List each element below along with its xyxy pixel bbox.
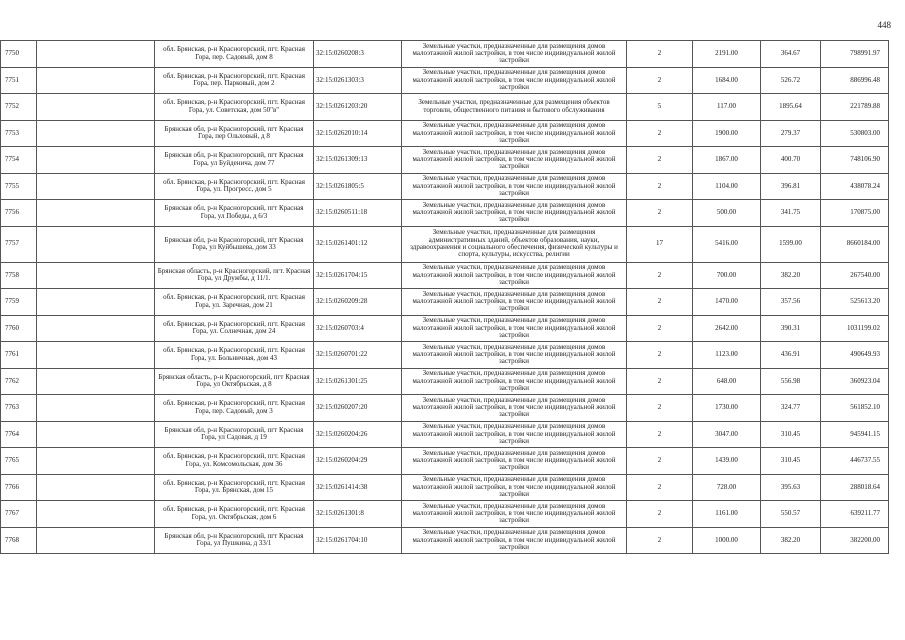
record-number-cell: 7766 bbox=[1, 474, 37, 501]
specific-value-cell: 436.91 bbox=[761, 342, 821, 369]
cadastral-category-cell: 2 bbox=[627, 395, 693, 422]
cadastral-number-cell: 32:15:0261303:3 bbox=[314, 67, 402, 94]
address-cell: Брянская обл, р-н Красногорский, пгт Красная Гора, ул Победы, д 6/3 bbox=[155, 200, 314, 227]
cadastral-value-cell: 382200.00 bbox=[821, 527, 889, 554]
address-cell: обл. Брянская, р-н Красногорский, пгт. Красная Гора, пер. Садовый, дом 8 bbox=[155, 41, 314, 68]
table-row bbox=[1, 173, 889, 200]
empty-gap-cell bbox=[37, 448, 155, 475]
specific-value-cell: 1599.00 bbox=[761, 226, 821, 262]
cadastral-number-cell: 32:15:0261414:38 bbox=[314, 474, 402, 501]
address-cell: Брянская область, р-н Красногорский, пгт. Красная Гора, ул Дружбы, д 11/1. bbox=[155, 262, 314, 289]
table-row bbox=[1, 226, 889, 262]
empty-gap-cell bbox=[37, 94, 155, 121]
empty-gap-cell bbox=[37, 368, 155, 395]
empty-gap-cell bbox=[37, 527, 155, 554]
address-cell: Брянская область, р-н Красногорский, пгт Красная Гора, ул Октябрьская, д 8 bbox=[155, 368, 314, 395]
area-cell: 2642.00 bbox=[693, 315, 761, 342]
table-row bbox=[1, 200, 889, 227]
cadastral-category-cell: 2 bbox=[627, 501, 693, 528]
empty-gap-cell bbox=[37, 200, 155, 227]
land-use-cell: Земельные участки, предназначенные для размещения домов малоэтажной жилой застройки, в том числе индивидуальной жилой застройки bbox=[402, 527, 627, 554]
land-use-cell: Земельные участки, предназначенные для размещения домов малоэтажной жилой застройки, в том числе индивидуальной жилой застройки bbox=[402, 448, 627, 475]
empty-gap-cell bbox=[37, 262, 155, 289]
specific-value-cell: 279.37 bbox=[761, 120, 821, 147]
record-number-cell: 7762 bbox=[1, 368, 37, 395]
area-cell: 2191.00 bbox=[693, 41, 761, 68]
address-cell: обл. Брянская, р-н Красногорский, пгт. Красная Гора, ул. Прогресс, дом 5 bbox=[155, 173, 314, 200]
land-use-cell: Земельные участки, предназначенные для размещения домов малоэтажной жилой застройки, в том числе индивидуальной жилой застройки bbox=[402, 200, 627, 227]
cadastral-value-cell: 798991.97 bbox=[821, 41, 889, 68]
land-use-cell: Земельные участки, предназначенные для размещения домов малоэтажной жилой застройки, в том числе индивидуальной жилой застройки bbox=[402, 368, 627, 395]
area-cell: 1470.00 bbox=[693, 289, 761, 316]
area-cell: 1123.00 bbox=[693, 342, 761, 369]
land-use-cell: Земельные участки, предназначенные для размещения домов малоэтажной жилой застройки, в том числе индивидуальной жилой застройки bbox=[402, 501, 627, 528]
cadastral-value-cell: 438078.24 bbox=[821, 173, 889, 200]
cadastral-value-cell: 170875.00 bbox=[821, 200, 889, 227]
cadastral-number-cell: 32:15:0260701:22 bbox=[314, 342, 402, 369]
cadastral-category-cell: 2 bbox=[627, 448, 693, 475]
cadastral-number-cell: 32:15:0260204:26 bbox=[314, 421, 402, 448]
area-cell: 1000.00 bbox=[693, 527, 761, 554]
specific-value-cell: 310.45 bbox=[761, 448, 821, 475]
empty-gap-cell bbox=[37, 41, 155, 68]
cadastral-value-cell: 945941.15 bbox=[821, 421, 889, 448]
cadastral-category-cell: 2 bbox=[627, 262, 693, 289]
table-row bbox=[1, 342, 889, 369]
area-cell: 500.00 bbox=[693, 200, 761, 227]
land-use-cell: Земельные участки, предназначенные для размещения домов малоэтажной жилой застройки, в том числе индивидуальной жилой застройки bbox=[402, 421, 627, 448]
cadastral-category-cell: 2 bbox=[627, 200, 693, 227]
address-cell: Брянская обл, р-н Красногорский, пгт Красная Гора, ул Садовая, д 19 bbox=[155, 421, 314, 448]
specific-value-cell: 382.20 bbox=[761, 262, 821, 289]
area-cell: 1161.00 bbox=[693, 501, 761, 528]
specific-value-cell: 310.45 bbox=[761, 421, 821, 448]
empty-gap-cell bbox=[37, 474, 155, 501]
cadastral-category-cell: 2 bbox=[627, 147, 693, 174]
record-number-cell: 7767 bbox=[1, 501, 37, 528]
specific-value-cell: 550.57 bbox=[761, 501, 821, 528]
record-number-cell: 7752 bbox=[1, 94, 37, 121]
table-row bbox=[1, 421, 889, 448]
land-use-cell: Земельные участки, предназначенные для размещения домов малоэтажной жилой застройки, в том числе индивидуальной жилой застройки bbox=[402, 41, 627, 68]
cadastral-category-cell: 2 bbox=[627, 315, 693, 342]
record-number-cell: 7750 bbox=[1, 41, 37, 68]
table-row bbox=[1, 67, 889, 94]
address-cell: обл. Брянская, р-н Красногорский, пгт. Красная Гора, ул. Брянская, дом 15 bbox=[155, 474, 314, 501]
land-use-cell: Земельные участки, предназначенные для размещения домов малоэтажной жилой застройки, в том числе индивидуальной жилой застройки bbox=[402, 395, 627, 422]
address-cell: обл. Брянская, р-н Красногорский, пгт. Красная Гора, ул. Советская, дом 50"в" bbox=[155, 94, 314, 121]
cadastral-number-cell: 32:15:0260204:29 bbox=[314, 448, 402, 475]
address-cell: Брянская обл, р-н Красногорский, пгт Красная Гора, ул Куйбышева, дом 33 bbox=[155, 226, 314, 262]
cadastral-value-cell: 748106.90 bbox=[821, 147, 889, 174]
address-cell: обл. Брянская, р-н Красногорский, пгт. Красная Гора, ул. Заречная, дом 21 bbox=[155, 289, 314, 316]
land-use-cell: Земельные участки, предназначенные для размещения домов малоэтажной жилой застройки, в том числе индивидуальной жилой застройки bbox=[402, 289, 627, 316]
cadastral-category-cell: 2 bbox=[627, 421, 693, 448]
cadastral-number-cell: 32:15:0260208:3 bbox=[314, 41, 402, 68]
empty-gap-cell bbox=[37, 147, 155, 174]
cadastral-number-cell: 32:15:0261309:13 bbox=[314, 147, 402, 174]
record-number-cell: 7753 bbox=[1, 120, 37, 147]
address-cell: обл. Брянская, р-н Красногорский, пгт. Красная Гора, ул. Комсомольская, дом 36 bbox=[155, 448, 314, 475]
table-row bbox=[1, 474, 889, 501]
land-use-cell: Земельные участки, предназначенные для размещения административных зданий, объектов образования, науки, здравоохранения и социального обеспечения, физической культуры и спорта, культуры, искусства, религии bbox=[402, 226, 627, 262]
specific-value-cell: 382.20 bbox=[761, 527, 821, 554]
land-use-cell: Земельные участки, предназначенные для размещения домов малоэтажной жилой застройки, в том числе индивидуальной жилой застройки bbox=[402, 315, 627, 342]
cadastral-number-cell: 32:15:0261704:10 bbox=[314, 527, 402, 554]
land-registry-table bbox=[0, 40, 889, 554]
table-row bbox=[1, 395, 889, 422]
area-cell: 3047.00 bbox=[693, 421, 761, 448]
record-number-cell: 7765 bbox=[1, 448, 37, 475]
empty-gap-cell bbox=[37, 342, 155, 369]
area-cell: 1867.00 bbox=[693, 147, 761, 174]
area-cell: 1104.00 bbox=[693, 173, 761, 200]
empty-gap-cell bbox=[37, 67, 155, 94]
area-cell: 700.00 bbox=[693, 262, 761, 289]
address-cell: Брянская обл, р-н Красногорский, пгт Красная Гора, ул Пушкина, д 33/1 bbox=[155, 527, 314, 554]
record-number-cell: 7756 bbox=[1, 200, 37, 227]
table-body bbox=[1, 41, 889, 554]
cadastral-value-cell: 561852.10 bbox=[821, 395, 889, 422]
record-number-cell: 7764 bbox=[1, 421, 37, 448]
table-row bbox=[1, 41, 889, 68]
specific-value-cell: 556.98 bbox=[761, 368, 821, 395]
table-row bbox=[1, 501, 889, 528]
record-number-cell: 7759 bbox=[1, 289, 37, 316]
specific-value-cell: 341.75 bbox=[761, 200, 821, 227]
record-number-cell: 7768 bbox=[1, 527, 37, 554]
cadastral-number-cell: 32:15:0260511:18 bbox=[314, 200, 402, 227]
record-number-cell: 7758 bbox=[1, 262, 37, 289]
cadastral-value-cell: 267540.00 bbox=[821, 262, 889, 289]
table-row bbox=[1, 368, 889, 395]
land-use-cell: Земельные участки, предназначенные для размещения домов малоэтажной жилой застройки, в том числе индивидуальной жилой застройки bbox=[402, 262, 627, 289]
land-use-cell: Земельные участки, предназначенные для размещения домов малоэтажной жилой застройки, в том числе индивидуальной жилой застройки bbox=[402, 342, 627, 369]
specific-value-cell: 1895.64 bbox=[761, 94, 821, 121]
record-number-cell: 7755 bbox=[1, 173, 37, 200]
cadastral-category-cell: 2 bbox=[627, 41, 693, 68]
area-cell: 5416.00 bbox=[693, 226, 761, 262]
cadastral-category-cell: 5 bbox=[627, 94, 693, 121]
record-number-cell: 7760 bbox=[1, 315, 37, 342]
empty-gap-cell bbox=[37, 226, 155, 262]
specific-value-cell: 526.72 bbox=[761, 67, 821, 94]
empty-gap-cell bbox=[37, 173, 155, 200]
cadastral-value-cell: 530803.00 bbox=[821, 120, 889, 147]
cadastral-value-cell: 288018.64 bbox=[821, 474, 889, 501]
land-use-cell: Земельные участки, предназначенные для размещения домов малоэтажной жилой застройки, в том числе индивидуальной жилой застройки bbox=[402, 147, 627, 174]
table-row bbox=[1, 147, 889, 174]
cadastral-number-cell: 32:15:0261301:25 bbox=[314, 368, 402, 395]
cadastral-number-cell: 32:15:0261401:12 bbox=[314, 226, 402, 262]
cadastral-number-cell: 32:15:0261805:5 bbox=[314, 173, 402, 200]
cadastral-value-cell: 490649.93 bbox=[821, 342, 889, 369]
specific-value-cell: 364.67 bbox=[761, 41, 821, 68]
address-cell: Брянская обл, р-н Красногорский, пгт Красная Гора, пер Ольховый, д 8 bbox=[155, 120, 314, 147]
cadastral-value-cell: 886996.48 bbox=[821, 67, 889, 94]
land-use-cell: Земельные участки, предназначенные для размещения домов малоэтажной жилой застройки, в том числе индивидуальной жилой застройки bbox=[402, 474, 627, 501]
table-row bbox=[1, 120, 889, 147]
cadastral-number-cell: 32:15:0261704:15 bbox=[314, 262, 402, 289]
cadastral-number-cell: 32:15:0261203:20 bbox=[314, 94, 402, 121]
area-cell: 117.00 bbox=[693, 94, 761, 121]
cadastral-category-cell: 2 bbox=[627, 342, 693, 369]
cadastral-value-cell: 221789.88 bbox=[821, 94, 889, 121]
specific-value-cell: 395.63 bbox=[761, 474, 821, 501]
cadastral-category-cell: 2 bbox=[627, 67, 693, 94]
record-number-cell: 7751 bbox=[1, 67, 37, 94]
specific-value-cell: 390.31 bbox=[761, 315, 821, 342]
record-number-cell: 7763 bbox=[1, 395, 37, 422]
cadastral-number-cell: 32:15:0261301:8 bbox=[314, 501, 402, 528]
table-row bbox=[1, 448, 889, 475]
empty-gap-cell bbox=[37, 315, 155, 342]
empty-gap-cell bbox=[37, 120, 155, 147]
cadastral-category-cell: 2 bbox=[627, 527, 693, 554]
record-number-cell: 7757 bbox=[1, 226, 37, 262]
cadastral-category-cell: 2 bbox=[627, 173, 693, 200]
table-row bbox=[1, 527, 889, 554]
cadastral-value-cell: 525613.20 bbox=[821, 289, 889, 316]
land-use-cell: Земельные участки, предназначенные для размещения домов малоэтажной жилой застройки, в том числе индивидуальной жилой застройки bbox=[402, 120, 627, 147]
address-cell: обл. Брянская, р-н Красногорский, пгт. Красная Гора, ул. Больничная, дом 43 bbox=[155, 342, 314, 369]
specific-value-cell: 396.81 bbox=[761, 173, 821, 200]
record-number-cell: 7761 bbox=[1, 342, 37, 369]
table-row bbox=[1, 262, 889, 289]
record-number-cell: 7754 bbox=[1, 147, 37, 174]
area-cell: 728.00 bbox=[693, 474, 761, 501]
cadastral-value-cell: 8660184.00 bbox=[821, 226, 889, 262]
area-cell: 1730.00 bbox=[693, 395, 761, 422]
specific-value-cell: 400.70 bbox=[761, 147, 821, 174]
address-cell: обл. Брянская, р-н Красногорский, пгт. Красная Гора, ул. Октябрьская, дом 6 bbox=[155, 501, 314, 528]
cadastral-category-cell: 2 bbox=[627, 120, 693, 147]
cadastral-category-cell: 17 bbox=[627, 226, 693, 262]
land-use-cell: Земельные участки, предназначенные для размещения домов малоэтажной жилой застройки, в том числе индивидуальной жилой застройки bbox=[402, 67, 627, 94]
area-cell: 648.00 bbox=[693, 368, 761, 395]
table-row bbox=[1, 94, 889, 121]
cadastral-value-cell: 360923.04 bbox=[821, 368, 889, 395]
land-use-cell: Земельные участки, предназначенные для размещения домов малоэтажной жилой застройки, в том числе индивидуальной жилой застройки bbox=[402, 173, 627, 200]
table-row bbox=[1, 315, 889, 342]
cadastral-category-cell: 2 bbox=[627, 289, 693, 316]
cadastral-number-cell: 32:15:0262010:14 bbox=[314, 120, 402, 147]
table-row bbox=[1, 289, 889, 316]
page-number: 448 bbox=[877, 20, 891, 30]
address-cell: обл. Брянская, р-н Красногорский, пгт. Красная Гора, ул. Солнечная, дом 24 bbox=[155, 315, 314, 342]
empty-gap-cell bbox=[37, 501, 155, 528]
area-cell: 1439.00 bbox=[693, 448, 761, 475]
empty-gap-cell bbox=[37, 421, 155, 448]
address-cell: обл. Брянская, р-н Красногорский, пгт. Красная Гора, пер. Парковый, дом 2 bbox=[155, 67, 314, 94]
area-cell: 1900.00 bbox=[693, 120, 761, 147]
area-cell: 1684.00 bbox=[693, 67, 761, 94]
cadastral-number-cell: 32:15:0260207:20 bbox=[314, 395, 402, 422]
cadastral-number-cell: 32:15:0260209:28 bbox=[314, 289, 402, 316]
cadastral-number-cell: 32:15:0260703:4 bbox=[314, 315, 402, 342]
cadastral-value-cell: 1031199.02 bbox=[821, 315, 889, 342]
cadastral-category-cell: 2 bbox=[627, 474, 693, 501]
address-cell: Брянская обл, р-н Красногорский, пгт Красная Гора, ул Буйденича, дом 77 bbox=[155, 147, 314, 174]
cadastral-value-cell: 446737.55 bbox=[821, 448, 889, 475]
specific-value-cell: 324.77 bbox=[761, 395, 821, 422]
cadastral-category-cell: 2 bbox=[627, 368, 693, 395]
land-use-cell: Земельные участки, предназначенные для размещения объектов торговли, общественного питания и бытового обслуживания bbox=[402, 94, 627, 121]
cadastral-value-cell: 639211.77 bbox=[821, 501, 889, 528]
empty-gap-cell bbox=[37, 289, 155, 316]
empty-gap-cell bbox=[37, 395, 155, 422]
address-cell: обл. Брянская, р-н Красногорский, пгт. Красная Гора, пер. Садовый, дом 3 bbox=[155, 395, 314, 422]
specific-value-cell: 357.56 bbox=[761, 289, 821, 316]
